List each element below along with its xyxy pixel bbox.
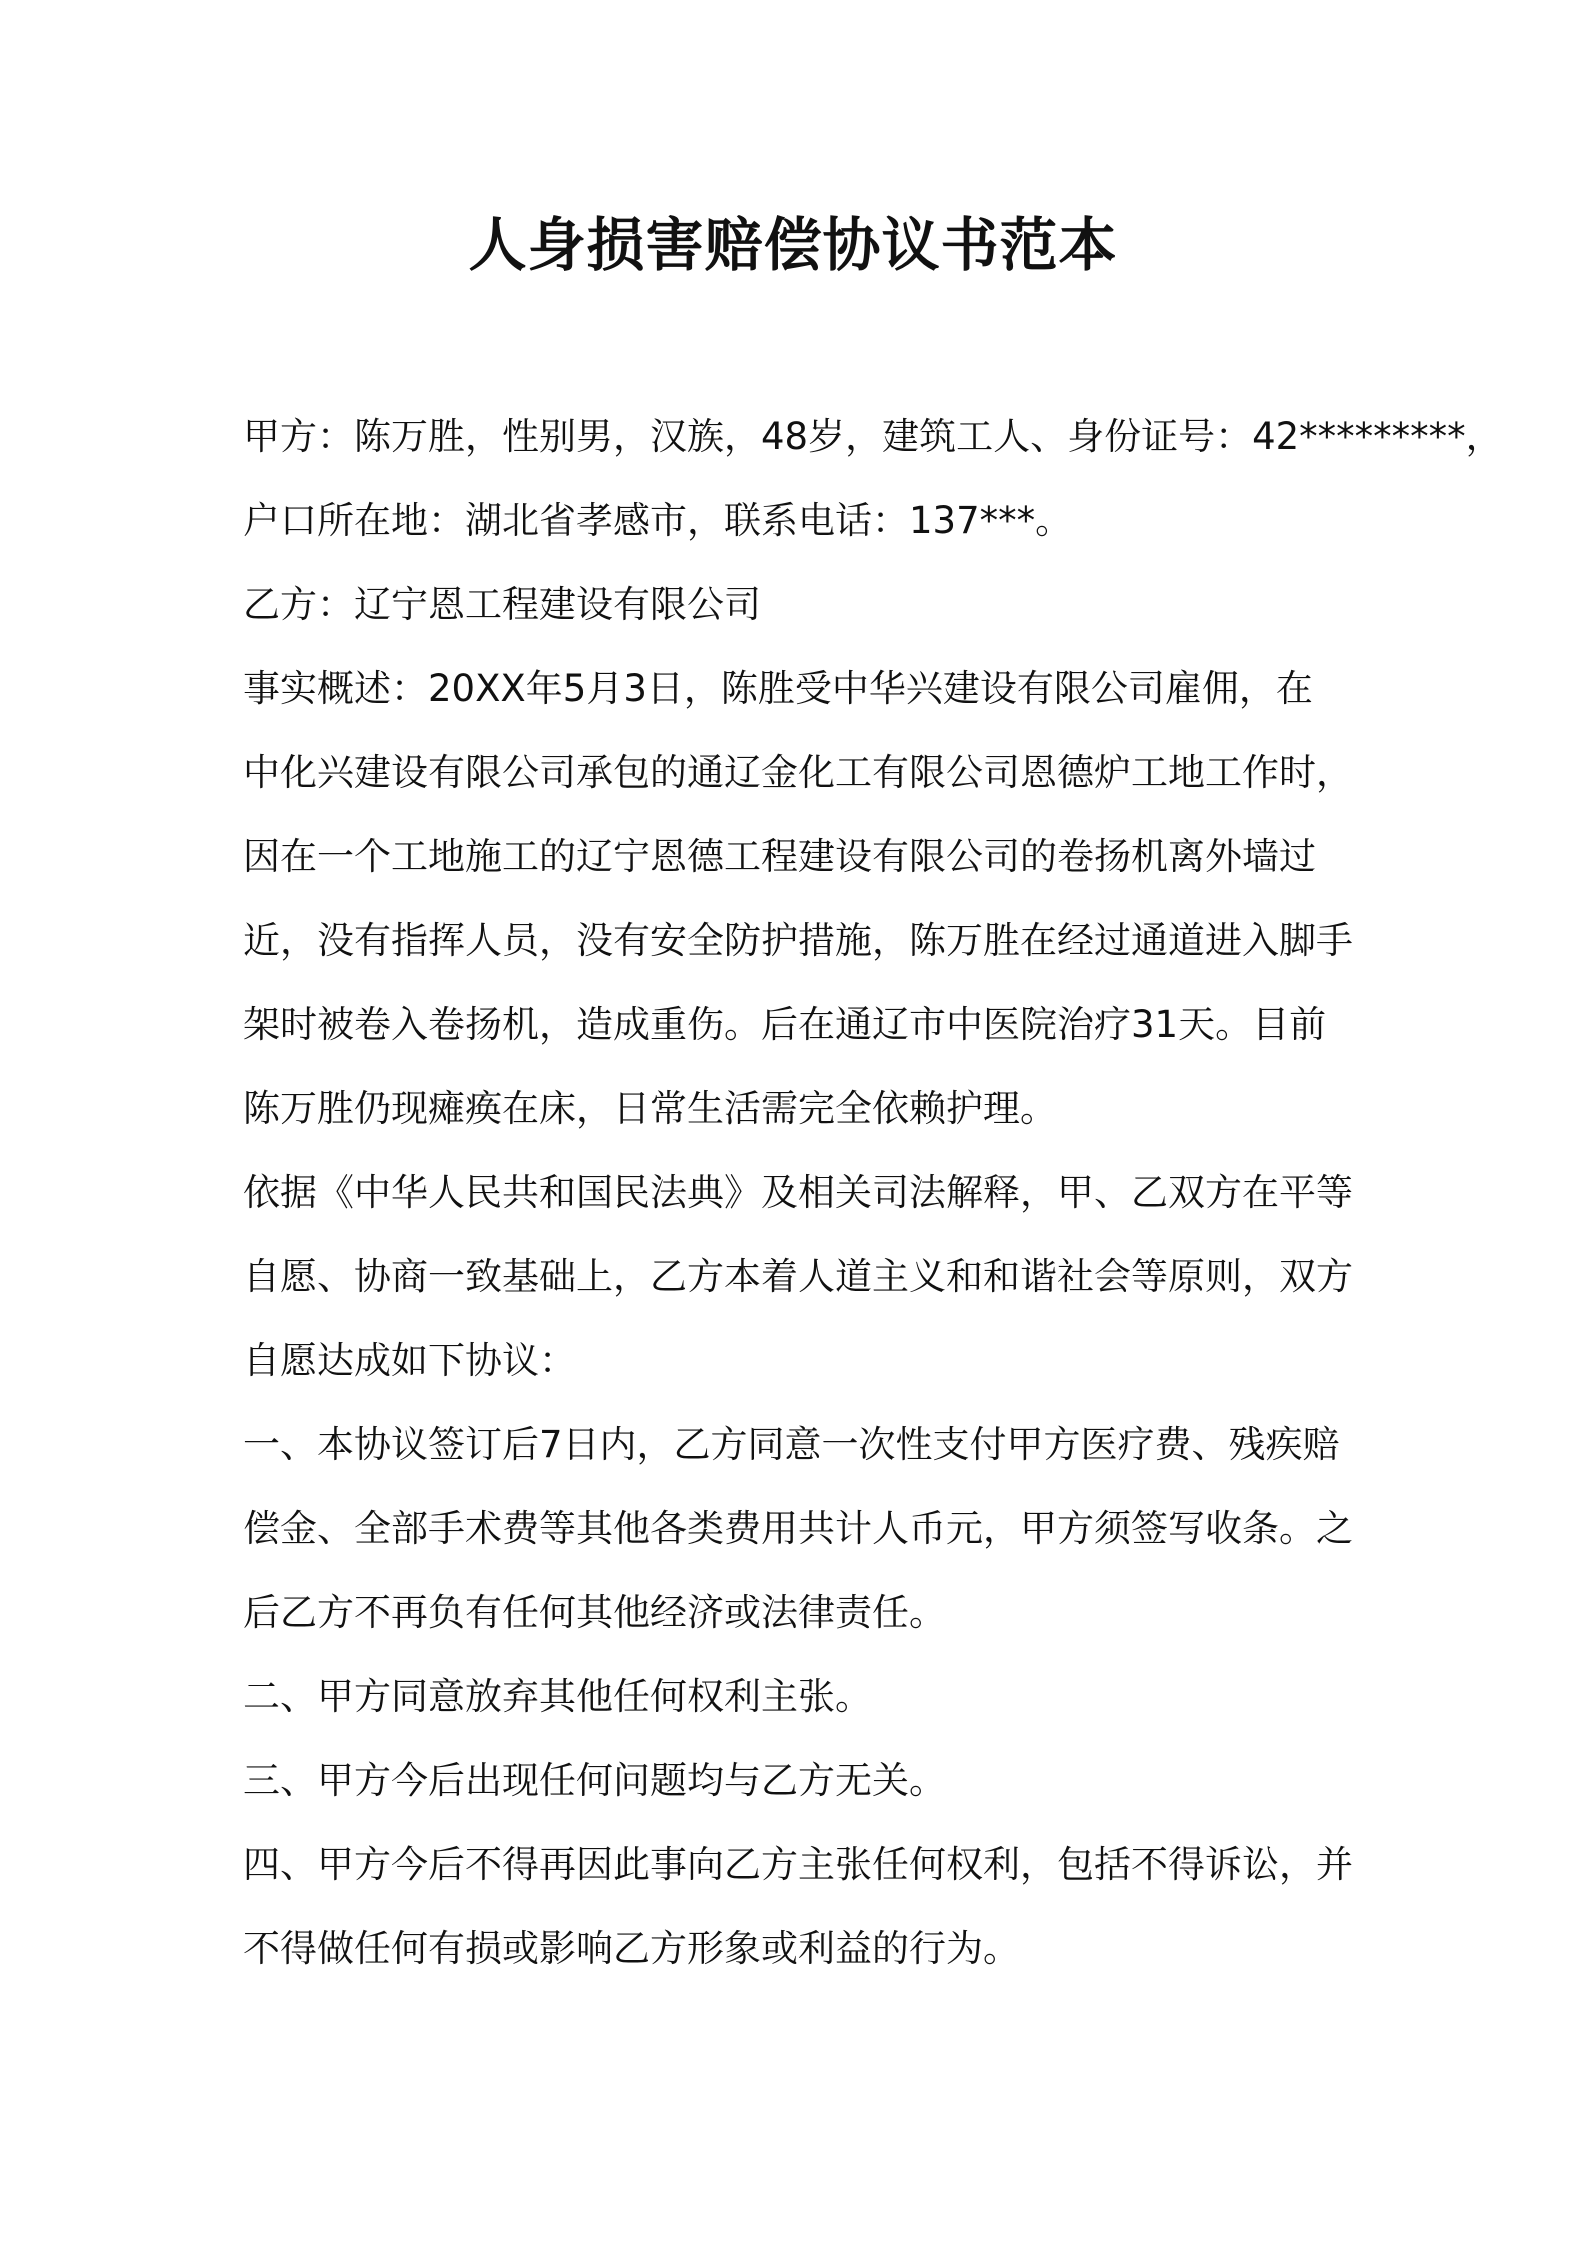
clause-2-line: 二、甲方同意放弃其他任何权利主张。	[243, 1675, 872, 1718]
clause-1-line-3: 后乙方不再负有任何其他经济或法律责任。	[243, 1591, 946, 1634]
party-a-line-1: 甲方：陈万胜，性别男，汉族，48岁，建筑工人、身份证号：42*********，	[243, 415, 1503, 458]
facts-line-4: 近，没有指挥人员，没有安全防护措施，陈万胜在经过通道进入脚手	[243, 919, 1353, 962]
clause-4-line-2: 不得做任何有损或影响乙方形象或利益的行为。	[243, 1927, 1020, 1970]
basis-line-3: 自愿达成如下协议：	[243, 1339, 576, 1382]
party-a-line-2: 户口所在地：湖北省孝感市，联系电话：137***。	[243, 499, 1073, 542]
clause-1-line-2: 偿金、全部手术费等其他各类费用共计人币元，甲方须签写收条。之	[243, 1507, 1353, 1550]
clause-3-line: 三、甲方今后出现任何问题均与乙方无关。	[243, 1759, 946, 1802]
document-title: 人身损害赔偿协议书范本	[468, 211, 1118, 279]
clause-1-line-1: 一、本协议签订后7日内，乙方同意一次性支付甲方医疗费、残疾赔	[243, 1423, 1340, 1466]
facts-line-1: 事实概述：20XX年5月3日，陈胜受中华兴建设有限公司雇佣，在	[243, 667, 1313, 710]
facts-line-6: 陈万胜仍现瘫痪在床，日常生活需完全依赖护理。	[243, 1087, 1057, 1130]
facts-line-3: 因在一个工地施工的辽宁恩德工程建设有限公司的卷扬机离外墙过	[243, 835, 1316, 878]
party-b-line: 乙方：辽宁恩工程建设有限公司	[243, 583, 761, 626]
basis-line-1: 依据《中华人民共和国民法典》及相关司法解释，甲、乙双方在平等	[243, 1171, 1353, 1214]
document-body	[243, 395, 1503, 1991]
basis-line-2: 自愿、协商一致基础上，乙方本着人道主义和和谐社会等原则，双方	[243, 1255, 1353, 1298]
clause-4-line-1: 四、甲方今后不得再因此事向乙方主张任何权利，包括不得诉讼，并	[243, 1843, 1353, 1886]
facts-line-2: 中化兴建设有限公司承包的通辽金化工有限公司恩德炉工地工作时，	[243, 751, 1353, 794]
facts-line-5: 架时被卷入卷扬机，造成重伤。后在通辽市中医院治疗31天。目前	[243, 1003, 1327, 1046]
